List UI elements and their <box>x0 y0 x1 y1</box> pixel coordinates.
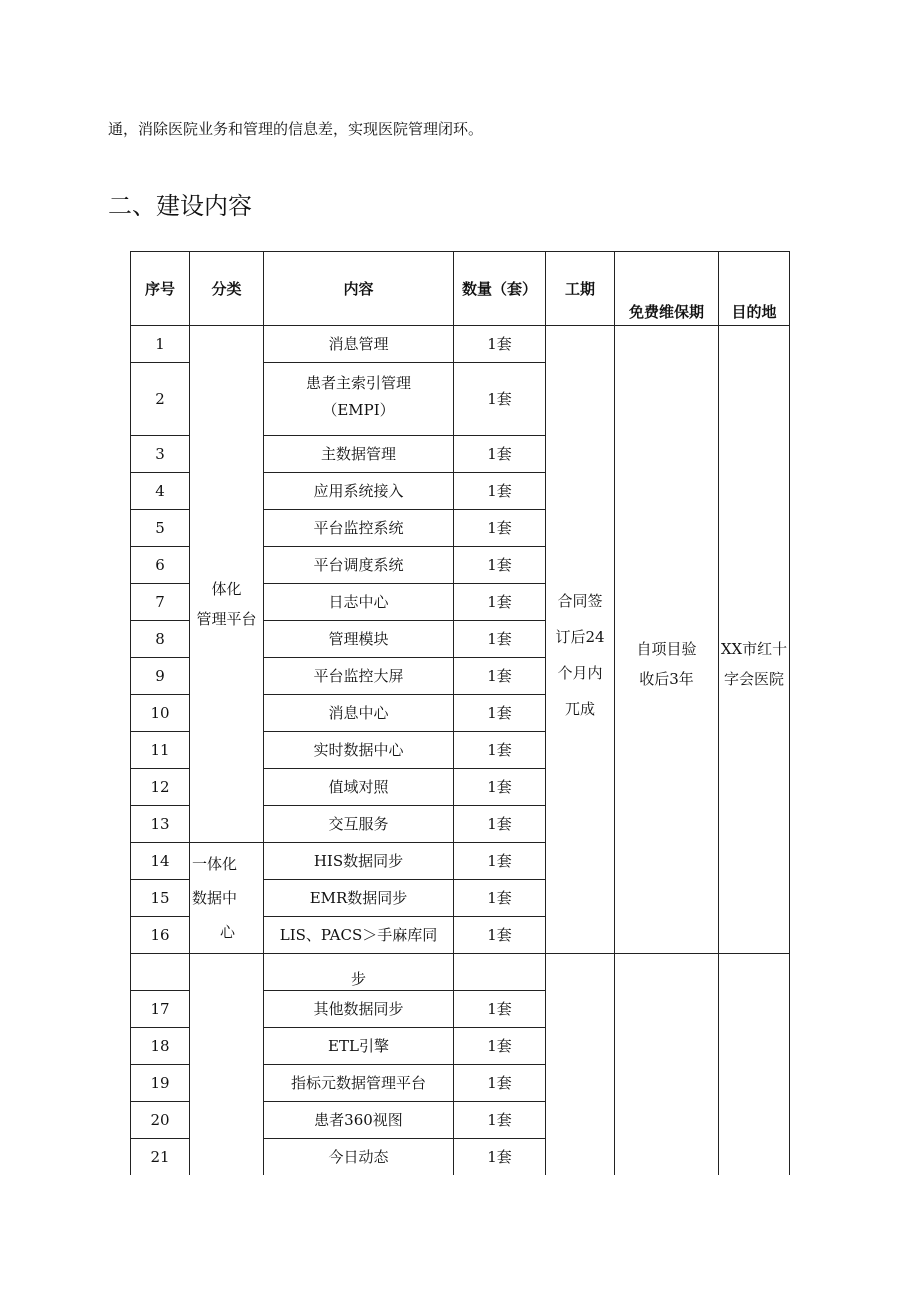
row-qty: 1套 <box>454 843 546 880</box>
row-content <box>264 473 454 510</box>
row-qty: 1套 <box>454 510 546 547</box>
header-period: 工期 <box>546 252 615 326</box>
row-seq-empty <box>131 954 190 991</box>
row-content <box>264 510 454 547</box>
header-destination: 目的地 <box>719 252 790 326</box>
row-seq: 9 <box>131 658 190 695</box>
period-continued <box>546 954 615 1175</box>
row-content <box>264 547 454 584</box>
row-qty: 1套 <box>454 1102 546 1139</box>
destination-line: 字会医院 <box>723 669 784 688</box>
period-line: 兀成 <box>564 699 595 718</box>
row-seq: 10 <box>131 695 190 732</box>
row-qty: 1套 <box>454 473 546 510</box>
row-seq: 11 <box>131 732 190 769</box>
row-content <box>264 363 454 436</box>
row-qty: 1套 <box>454 547 546 584</box>
category-b-line: 数据中 <box>192 889 238 907</box>
row-seq: 6 <box>131 547 190 584</box>
row-qty: 1套 <box>454 806 546 843</box>
row-seq: 20 <box>131 1102 190 1139</box>
row-content-text: 日志中心 <box>328 593 389 611</box>
table-row-continuation <box>131 954 790 991</box>
destination-continued <box>719 954 790 1175</box>
row-qty: 1套 <box>454 695 546 732</box>
row-seq: 14 <box>131 843 190 880</box>
row-content-text: 实时数据中心 <box>313 741 404 759</box>
row-content <box>264 436 454 473</box>
row-content-text: 平台监控系统 <box>313 519 404 537</box>
row-content <box>264 658 454 695</box>
row-content <box>264 843 454 880</box>
row-seq: 2 <box>131 363 190 436</box>
category-a-line: 体化 <box>211 580 242 598</box>
row-qty: 1套 <box>454 991 546 1028</box>
row-content <box>264 880 454 917</box>
row-content-text: 消息管理 <box>328 335 389 353</box>
warranty-text <box>615 634 718 694</box>
destination-text <box>719 634 789 694</box>
row-qty: 1套 <box>454 732 546 769</box>
header-seq: 序号 <box>131 252 190 326</box>
row-content: 其他数据同步 <box>264 991 454 1028</box>
row-seq: 21 <box>131 1139 190 1175</box>
row-content <box>264 769 454 806</box>
category-data-center <box>190 843 264 954</box>
category-management-platform <box>190 326 264 843</box>
header-qty: 数量（套） <box>454 252 546 326</box>
row-seq: 13 <box>131 806 190 843</box>
row-content-text: 应用系统接入 <box>313 482 404 500</box>
row-qty: 1套 <box>454 658 546 695</box>
period-line: 订后24 <box>555 627 605 646</box>
row-content: 指标元数据管理平台 <box>264 1065 454 1102</box>
row-qty: 1套 <box>454 1139 546 1175</box>
construction-table <box>130 251 790 954</box>
row-content: ETL引擎 <box>264 1028 454 1065</box>
category-b-line: 心 <box>220 923 236 941</box>
category-a-line: 管理平台 <box>196 610 257 628</box>
period-line: 个月内 <box>557 663 603 682</box>
row-seq: 19 <box>131 1065 190 1102</box>
row-qty: 1套 <box>454 769 546 806</box>
row-content <box>264 806 454 843</box>
row-seq: 8 <box>131 621 190 658</box>
section-heading: 二、建设内容 <box>108 192 252 220</box>
category-b-line: 一体化 <box>192 855 238 873</box>
row-qty: 1套 <box>454 880 546 917</box>
period-line: 合同签 <box>557 591 603 610</box>
warranty-line: 自项目验 <box>636 639 697 658</box>
warranty-continued <box>615 954 719 1175</box>
row-qty: 1套 <box>454 584 546 621</box>
period-cell <box>546 326 615 954</box>
row-content-text: 管理模块 <box>328 630 389 648</box>
row-content-text: HIS数据同步 <box>313 852 404 870</box>
row-qty-empty <box>454 954 546 991</box>
row-seq: 15 <box>131 880 190 917</box>
row-content-text: 平台调度系统 <box>313 556 404 574</box>
row-content <box>264 695 454 732</box>
row-qty: 1套 <box>454 363 546 436</box>
row-content-text: 值域对照 <box>328 778 389 796</box>
table-row <box>131 326 790 363</box>
row-seq: 17 <box>131 991 190 1028</box>
row-qty: 1套 <box>454 326 546 363</box>
row-seq: 1 <box>131 326 190 363</box>
row-seq: 5 <box>131 510 190 547</box>
destination-line: XX市红十 <box>720 639 788 658</box>
header-warranty: 免费维保期 <box>615 252 719 326</box>
row-content-text: 消息中心 <box>328 704 389 722</box>
row-content <box>264 326 454 363</box>
intro-text: 通，消除医院业务和管理的信息差，实现医院管理闭环。 <box>108 120 484 138</box>
row-content <box>264 917 454 954</box>
row-qty: 1套 <box>454 436 546 473</box>
row-content: 患者360视图 <box>264 1102 454 1139</box>
row-content-text: 交互服务 <box>328 815 389 833</box>
row-seq: 7 <box>131 584 190 621</box>
table-header-row <box>131 252 790 326</box>
category-continued <box>190 954 264 1175</box>
row-content: 今日动态 <box>264 1139 454 1175</box>
row-qty: 1套 <box>454 1028 546 1065</box>
row-seq: 12 <box>131 769 190 806</box>
warranty-line: 收后3年 <box>639 669 694 688</box>
warranty-cell <box>615 326 719 954</box>
header-category: 分类 <box>190 252 264 326</box>
row-content-text: 主数据管理 <box>320 445 396 463</box>
row-seq: 16 <box>131 917 190 954</box>
destination-cell <box>719 326 790 954</box>
row-content-text-2: （EMPI） <box>322 401 395 419</box>
row-content-text: 平台监控大屏 <box>313 667 404 685</box>
category-b-text <box>190 847 263 949</box>
row-content-text: 患者主索引管理 <box>305 374 411 392</box>
row-content-text: EMR数据同步 <box>309 889 408 907</box>
header-content: 内容 <box>264 252 454 326</box>
row-content <box>264 732 454 769</box>
row-qty: 1套 <box>454 621 546 658</box>
row-seq: 4 <box>131 473 190 510</box>
row-qty: 1套 <box>454 917 546 954</box>
construction-table-continued <box>130 953 790 1175</box>
row-content <box>264 584 454 621</box>
category-a-text <box>190 574 263 634</box>
period-text <box>546 583 614 727</box>
row-qty: 1套 <box>454 1065 546 1102</box>
row-seq: 3 <box>131 436 190 473</box>
row-seq: 18 <box>131 1028 190 1065</box>
row-content: 步 <box>264 954 454 991</box>
row-content <box>264 621 454 658</box>
row-content-text: LIS、PACS＞手麻库同 <box>279 926 438 944</box>
